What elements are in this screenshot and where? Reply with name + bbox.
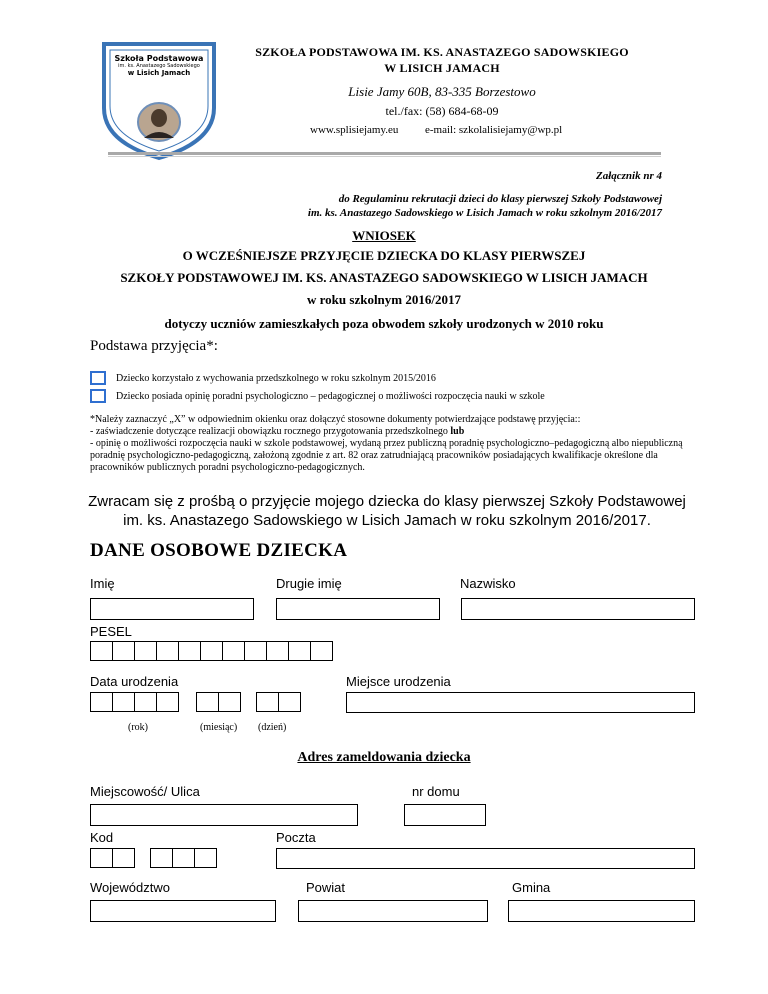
regulation-line1: do Regulaminu rekrutacji dzieci do klasy pierwszej Szkoły Podstawowej: [338, 193, 662, 205]
birth-day-cell[interactable]: [278, 692, 301, 712]
birth-day-cell[interactable]: [256, 692, 279, 712]
note-line2-bold: lub: [450, 426, 465, 437]
pesel-cell[interactable]: [156, 641, 179, 661]
voivodeship-field[interactable]: [90, 900, 276, 922]
pesel-field[interactable]: [90, 641, 332, 661]
pesel-cell[interactable]: [178, 641, 201, 661]
pesel-cell[interactable]: [244, 641, 267, 661]
logo-line1: Szkoła Podstawowa: [114, 54, 204, 63]
second-name-field[interactable]: [276, 598, 440, 620]
birth-year-caption: (rok): [128, 722, 148, 733]
birth-place-field[interactable]: [346, 692, 695, 713]
postal-code-cell[interactable]: [194, 848, 217, 868]
house-number-label: nr domu: [412, 784, 460, 799]
header-divider: [108, 152, 661, 155]
birth-month-caption: (miesiąc): [200, 722, 238, 733]
personal-section-title: DANE OSOBOWE DZIECKA: [90, 540, 348, 561]
pesel-cell[interactable]: [288, 641, 311, 661]
basis-option-opinion: Dziecko posiada opinię poradni psychologiczno – pedagogicznej o możliwości rozpoczęcia nauki w szkole: [116, 391, 545, 402]
voivodeship-label: Województwo: [90, 880, 170, 895]
county-label: Powiat: [306, 880, 346, 895]
surname-label: Nazwisko: [460, 576, 516, 591]
first-name-field[interactable]: [90, 598, 254, 620]
header-divider-thin: [108, 156, 661, 157]
pesel-cell[interactable]: [222, 641, 245, 661]
birth-year-cell[interactable]: [134, 692, 157, 712]
postal-code-cell[interactable]: [150, 848, 173, 868]
basis-checkbox-opinion[interactable]: [90, 389, 106, 403]
birth-year-field[interactable]: [90, 692, 178, 712]
note-line1: *Należy zaznaczyć „X” w odpowiednim okienku oraz dołączyć stosowne dokumenty potwierdzające podstawę przyjęcia::: [90, 414, 581, 425]
pesel-cell[interactable]: [90, 641, 113, 661]
postal-code-prefix-field[interactable]: [90, 848, 134, 868]
birth-year-cell[interactable]: [156, 692, 179, 712]
logo-line3: w Lisich Jamach: [127, 69, 191, 77]
regulation-line2: im. ks. Anastazego Sadowskiego w Lisich Jamach w roku szkolnym 2016/2017: [307, 207, 662, 219]
postal-code-cell[interactable]: [172, 848, 195, 868]
title-line3: w roku szkolnym 2016/2017: [307, 292, 461, 307]
surname-field[interactable]: [461, 598, 695, 620]
school-phone: tel./fax: (58) 684-68-09: [385, 104, 499, 118]
birth-month-cell[interactable]: [196, 692, 219, 712]
commune-field[interactable]: [508, 900, 695, 922]
commune-label: Gmina: [512, 880, 551, 895]
school-address: Lisie Jamy 60B, 83-335 Borzestowo: [348, 84, 536, 99]
postal-code-label: Kod: [90, 830, 114, 845]
county-field[interactable]: [298, 900, 488, 922]
birth-year-cell[interactable]: [90, 692, 113, 712]
note-line2: [90, 426, 690, 438]
basis-label: Podstawa przyjęcia*:: [90, 338, 218, 354]
note-line2-text: - zaświadczenie dotyczące realizacji obowiązku rocznego przygotowania przedszkolnego: [90, 426, 451, 437]
birth-day-field[interactable]: [256, 692, 300, 712]
school-name-line2: W LISICH JAMACH: [384, 61, 500, 75]
birth-month-cell[interactable]: [218, 692, 241, 712]
school-email[interactable]: e-mail: szkolalisiejamy@wp.pl: [425, 124, 563, 136]
attachment-label: Załącznik nr 4: [595, 170, 662, 182]
pesel-label: PESEL: [90, 624, 132, 639]
street-field[interactable]: [90, 804, 358, 826]
title-line1: O WCZEŚNIEJSZE PRZYJĘCIE DZIECKA DO KLASY PIERWSZEJ: [182, 248, 586, 263]
post-office-field[interactable]: [276, 848, 695, 869]
document-heading: WNIOSEK: [352, 228, 416, 243]
request-text: [82, 492, 692, 530]
pesel-cell[interactable]: [134, 641, 157, 661]
pesel-cell[interactable]: [310, 641, 333, 661]
basis-option-preschool: Dziecko korzystało z wychowania przedszkolnego w roku szkolnym 2015/2016: [116, 373, 436, 384]
basis-checkbox-preschool[interactable]: [90, 371, 106, 385]
note-line3: - opinię o możliwości rozpoczęcia nauki w szkole podstawowej, wydaną przez publiczną poradnię psychologiczno–pedagogiczną albo niepubliczną poradnię psychologiczno-pedagogiczną, założoną zgodnie z art. 82 oraz zatrudniającą pracowników posiadających kwalifikacje określone dla pracowników publicznych poradni psychologiczno-pedagogicznych.: [90, 438, 683, 473]
title-line2: SZKOŁY PODSTAWOWEJ IM. KS. ANASTAZEGO SADOWSKIEGO W LISICH JAMACH: [120, 270, 648, 285]
school-website[interactable]: www.splisiejamy.eu: [310, 124, 399, 136]
school-name: [230, 44, 654, 76]
basis-note: [90, 414, 690, 474]
second-name-label: Drugie imię: [276, 576, 342, 591]
birth-place-label: Miejsce urodzenia: [346, 674, 451, 689]
pesel-cell[interactable]: [200, 641, 223, 661]
house-number-field[interactable]: [404, 804, 486, 826]
school-name-line1: SZKOŁA PODSTAWOWA IM. KS. ANASTAZEGO SADOWSKIEGO: [255, 45, 629, 59]
birth-date-label: Data urodzenia: [90, 674, 179, 689]
postal-code-cell[interactable]: [112, 848, 135, 868]
address-section-title: Adres zameldowania dziecka: [297, 750, 471, 765]
birth-day-caption: (dzień): [258, 722, 287, 733]
birth-year-cell[interactable]: [112, 692, 135, 712]
street-label: Miejscowość/ Ulica: [90, 784, 200, 799]
first-name-label: Imię: [90, 576, 115, 591]
school-logo: [100, 38, 218, 162]
request-line1: Zwracam się z prośbą o przyjęcie mojego dziecka do klasy pierwszej Szkoły Podstawowej: [88, 493, 686, 510]
postal-code-cell[interactable]: [90, 848, 113, 868]
birth-month-field[interactable]: [196, 692, 240, 712]
regulation-reference: [202, 192, 662, 220]
post-office-label: Poczta: [276, 830, 316, 845]
title-line4: dotyczy uczniów zamieszkałych poza obwodem szkoły urodzonych w 2010 roku: [164, 316, 604, 331]
logo-line2: im. ks. Anastazego Sadowskiego: [118, 63, 200, 69]
postal-code-suffix-field[interactable]: [150, 848, 216, 868]
request-line2: im. ks. Anastazego Sadowskiego w Lisich Jamach w roku szkolnym 2016/2017.: [123, 512, 651, 529]
pesel-cell[interactable]: [112, 641, 135, 661]
pesel-cell[interactable]: [266, 641, 289, 661]
